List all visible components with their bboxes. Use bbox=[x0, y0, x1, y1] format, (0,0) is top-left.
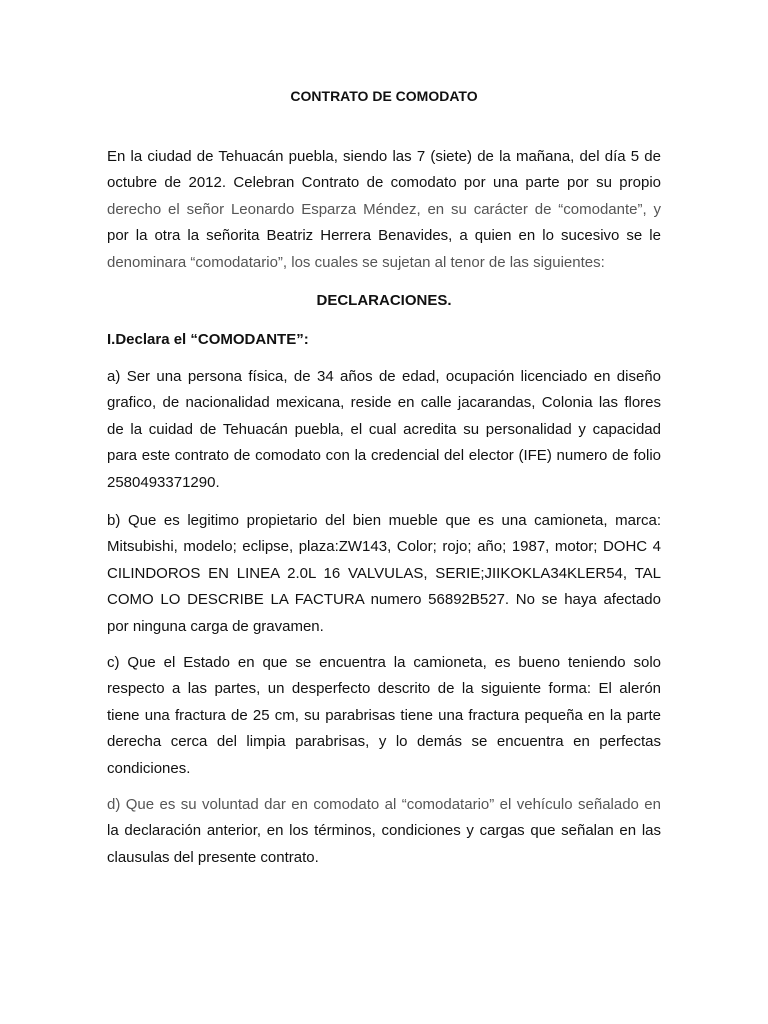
paragraph-d-line: d) Que es su voluntad dar en comodato al “comodatario” el vehículo señalado en bbox=[107, 796, 661, 813]
paragraph-b-line: COMO LO DESCRIBE LA FACTURA numero 56892B527. No se haya afectado bbox=[107, 591, 661, 609]
paragraph-b-line: Mitsubishi, modelo; eclipse, plaza:ZW143, Color; rojo; año; 1987, motor; DOHC 4 bbox=[107, 538, 661, 556]
paragraph-a-line: a) Ser una persona física, de 34 años de edad, ocupación licenciado en diseño bbox=[107, 368, 661, 385]
paragraph-a-line: para este contrato de comodato con la credencial del elector (IFE) numero de folio bbox=[107, 447, 661, 465]
paragraph-d-line: clausulas del presente contrato. bbox=[107, 848, 319, 866]
intro-line: por la otra la señorita Beatriz Herrera Benavides, a quien en lo sucesivo se le bbox=[107, 227, 661, 245]
paragraph-c-line: condiciones. bbox=[107, 759, 191, 777]
paragraph-d-line: la declaración anterior, en los términos, condiciones y cargas que señalan en las bbox=[107, 822, 661, 840]
paragraph-a bbox=[107, 364, 661, 496]
declarations-heading: DECLARACIONES. bbox=[316, 292, 452, 309]
paragraph-a-line: grafico, de nacionalidad mexicana, reside en calle jacarandas, Colonia las flores bbox=[107, 394, 661, 412]
intro-line: derecho el señor Leonardo Esparza Méndez, en su carácter de “comodante”, y bbox=[107, 200, 661, 218]
paragraph-b bbox=[107, 508, 661, 640]
document-title: CONTRATO DE COMODATO bbox=[290, 88, 478, 104]
paragraph-b-line: por ninguna carga de gravamen. bbox=[107, 617, 324, 635]
paragraph-b-line: b) Que es legitimo propietario del bien mueble que es una camioneta, marca: bbox=[107, 512, 661, 529]
paragraph-a-line: 2580493371290. bbox=[107, 473, 220, 491]
intro-line: En la ciudad de Tehuacán puebla, siendo las 7 (siete) de la mañana, del día 5 de bbox=[107, 148, 661, 165]
paragraph-c-line: respecto a las partes, un desperfecto descrito de la siguiente forma: El alerón bbox=[107, 680, 661, 698]
paragraph-b-line: CILINDOROS EN LINEA 2.0L 16 VALVULAS, SERIE;JIIKOKLA34KLER54, TAL bbox=[107, 564, 661, 582]
intro-paragraph bbox=[107, 144, 661, 276]
paragraph-c-line: derecha cerca del limpia parabrisas, y lo demás se encuentra en perfectas bbox=[107, 733, 661, 751]
paragraph-c-line: tiene una fractura de 25 cm, su parabrisas tiene una fractura pequeña en la parte bbox=[107, 706, 661, 724]
section-heading: I.Declara el “COMODANTE”: bbox=[107, 331, 309, 348]
paragraph-a-line: de la cuidad de Tehuacán puebla, el cual acredita su personalidad y capacidad bbox=[107, 420, 661, 438]
paragraph-d bbox=[107, 792, 661, 871]
intro-line: denominara “comodatario”, los cuales se sujetan al tenor de las siguientes: bbox=[107, 253, 605, 271]
paragraph-c bbox=[107, 650, 661, 782]
intro-line: octubre de 2012. Celebran Contrato de comodato por una parte por su propio bbox=[107, 174, 661, 192]
paragraph-c-line: c) Que el Estado en que se encuentra la camioneta, es bueno teniendo solo bbox=[107, 654, 661, 671]
